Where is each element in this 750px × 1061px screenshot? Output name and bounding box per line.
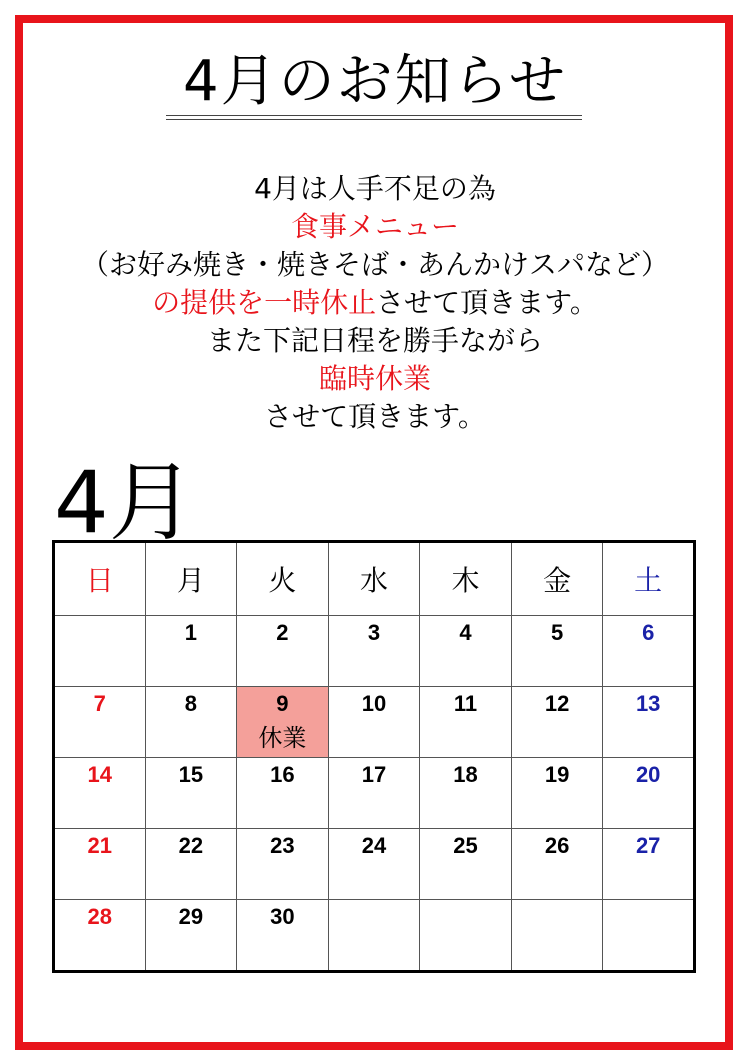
day-number: 2 — [276, 620, 289, 645]
notice-line-4-emphasis: の提供を一時休止 — [152, 286, 377, 319]
calendar-day-cell — [420, 900, 512, 972]
calendar-month-label: 4月 — [54, 453, 195, 553]
day-number: 5 — [550, 620, 564, 645]
day-number: 8 — [184, 691, 197, 716]
calendar-day-cell — [511, 829, 603, 900]
weekday-sunday: 日 — [54, 542, 146, 616]
weekday-saturday: 土 — [603, 542, 695, 616]
notice-line-5: また下記日程を勝手ながら — [206, 324, 543, 357]
calendar-day-cell — [420, 758, 512, 829]
day-number: 13 — [635, 691, 661, 716]
day-number: 14 — [87, 762, 113, 787]
notice-text — [20, 170, 730, 436]
day-number: 24 — [361, 833, 387, 858]
calendar-day-cell — [54, 829, 146, 900]
day-number: 3 — [367, 620, 381, 645]
day-number: 30 — [270, 904, 295, 929]
day-number: 28 — [87, 904, 113, 929]
weekday-monday: 月 — [145, 542, 237, 616]
day-number: 21 — [87, 833, 113, 858]
calendar-week-row — [54, 616, 695, 687]
day-number: 18 — [453, 762, 478, 787]
day-number: 29 — [178, 904, 204, 929]
day-number: 20 — [635, 762, 661, 787]
calendar-day-cell — [145, 900, 237, 972]
day-number: 16 — [270, 762, 295, 787]
calendar-day-cell — [54, 758, 146, 829]
day-number: 9 — [276, 691, 289, 716]
calendar-day-cell — [328, 687, 420, 758]
day-number: 22 — [178, 833, 204, 858]
day-number: 15 — [178, 762, 204, 787]
calendar-day-cell — [145, 829, 237, 900]
calendar-day-cell — [511, 758, 603, 829]
page-title: 4月のお知らせ — [183, 49, 567, 114]
day-number: 4 — [459, 620, 472, 645]
calendar-week-row — [54, 900, 695, 972]
calendar-week-row — [54, 829, 695, 900]
day-number: 19 — [544, 762, 570, 787]
notice-line-4 — [20, 284, 730, 322]
calendar-table — [52, 540, 696, 973]
day-number: 25 — [453, 833, 478, 858]
title-block — [160, 42, 590, 122]
day-number: 27 — [635, 833, 661, 858]
calendar-day-cell — [511, 900, 603, 972]
notice-line-7: させて頂きます。 — [264, 400, 486, 433]
calendar-day-cell — [603, 616, 695, 687]
calendar-day-cell — [145, 687, 237, 758]
calendar-day-cell — [237, 616, 329, 687]
day-number: 1 — [184, 620, 197, 645]
calendar-day-cell — [328, 758, 420, 829]
notice-line-6: 臨時休業 — [318, 362, 431, 395]
weekday-wednesday: 水 — [328, 542, 420, 616]
calendar-day-cell — [54, 900, 146, 972]
calendar-day-cell — [420, 616, 512, 687]
calendar-week-row — [54, 758, 695, 829]
closed-day-note: 休業 — [258, 724, 307, 752]
calendar-day-cell — [420, 687, 512, 758]
calendar-day-cell — [54, 616, 146, 687]
calendar-day-cell — [511, 687, 603, 758]
notice-line-4-rest: させて頂きます。 — [376, 286, 598, 319]
calendar-day-cell — [237, 900, 329, 972]
calendar-day-cell — [511, 616, 603, 687]
notice-line-3: （お好み焼き・焼きそば・あんかけスパなど） — [80, 248, 669, 281]
day-number: 6 — [642, 620, 655, 645]
weekday-tuesday: 火 — [237, 542, 329, 616]
calendar-day-cell — [145, 616, 237, 687]
day-number: 10 — [361, 691, 387, 716]
calendar-day-cell — [603, 687, 695, 758]
calendar-day-cell — [237, 758, 329, 829]
calendar-day-cell — [603, 758, 695, 829]
calendar-day-cell — [420, 829, 512, 900]
calendar-day-cell — [603, 900, 695, 972]
day-number: 7 — [93, 691, 106, 716]
weekday-thursday: 木 — [420, 542, 512, 616]
calendar-week-row — [54, 687, 695, 758]
title-underline-top — [166, 115, 582, 116]
weekday-header-row — [54, 542, 695, 616]
notice-line-2: 食事メニュー — [290, 210, 459, 243]
calendar-day-cell — [328, 829, 420, 900]
day-number: 17 — [361, 762, 387, 787]
calendar-day-cell — [145, 758, 237, 829]
notice-line-1: 4月は人手不足の為 — [254, 172, 496, 205]
day-number: 11 — [453, 691, 478, 716]
calendar-day-cell — [328, 900, 420, 972]
calendar-day-cell — [54, 687, 146, 758]
day-number: 23 — [270, 833, 295, 858]
calendar-day-cell-closed — [237, 687, 329, 758]
day-number: 12 — [544, 691, 570, 716]
calendar-day-cell — [328, 616, 420, 687]
title-underline-bottom — [166, 119, 582, 120]
weekday-friday: 金 — [511, 542, 603, 616]
calendar-day-cell — [237, 829, 329, 900]
calendar-day-cell — [603, 829, 695, 900]
day-number: 26 — [544, 833, 570, 858]
